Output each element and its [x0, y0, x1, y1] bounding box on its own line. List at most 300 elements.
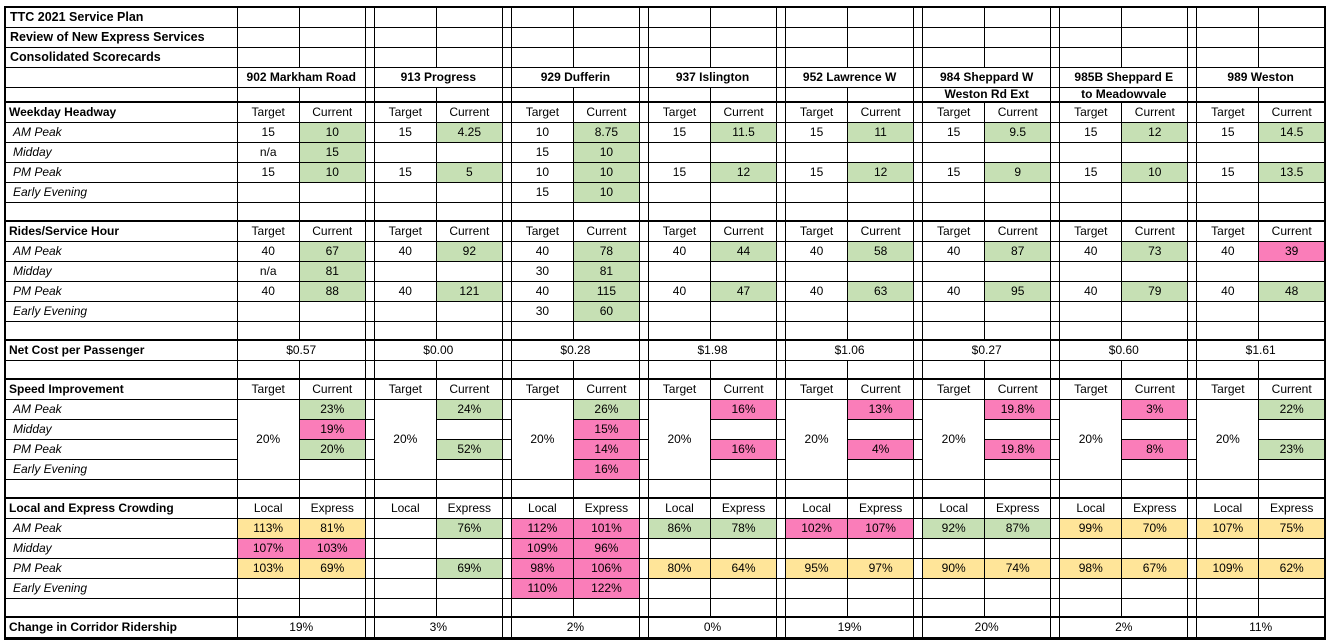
target-cell[interactable]	[1060, 302, 1122, 322]
current-cell[interactable]: 97%	[848, 559, 914, 579]
target-cell[interactable]	[374, 559, 436, 579]
target-cell[interactable]: 10	[511, 123, 573, 143]
target-cell[interactable]: 92%	[923, 519, 985, 539]
current-cell[interactable]	[711, 539, 777, 559]
target-cell[interactable]: 40	[1060, 282, 1122, 302]
pair-header[interactable]: Local	[923, 498, 985, 519]
pair-header[interactable]: Express	[1259, 498, 1325, 519]
current-cell[interactable]: 92	[436, 242, 502, 262]
pair-header[interactable]: Current	[1122, 221, 1188, 242]
pair-header[interactable]: Target	[786, 221, 848, 242]
sheet-title-line[interactable]: Review of New Express Services	[5, 28, 237, 48]
pair-header[interactable]: Target	[237, 221, 299, 242]
value-cell[interactable]: 0%	[648, 617, 776, 639]
target-cell[interactable]: 15	[1060, 123, 1122, 143]
value-cell[interactable]: $0.60	[1060, 340, 1188, 361]
target-cell[interactable]	[648, 579, 710, 599]
pair-header[interactable]: Current	[711, 221, 777, 242]
target-cell[interactable]: 102%	[786, 519, 848, 539]
current-cell[interactable]: 96%	[573, 539, 639, 559]
pair-header[interactable]: Current	[711, 102, 777, 123]
target-cell[interactable]	[1197, 183, 1259, 203]
current-cell[interactable]	[985, 183, 1051, 203]
value-cell[interactable]: $1.61	[1197, 340, 1325, 361]
current-cell[interactable]	[1259, 183, 1325, 203]
target-cell[interactable]	[237, 183, 299, 203]
pair-header[interactable]: Current	[848, 379, 914, 400]
value-cell[interactable]: $0.28	[511, 340, 639, 361]
target-cell[interactable]	[374, 302, 436, 322]
target-cell[interactable]	[374, 539, 436, 559]
current-cell[interactable]: 10	[573, 143, 639, 163]
pair-header[interactable]: Current	[1122, 379, 1188, 400]
pair-header[interactable]: Target	[648, 221, 710, 242]
current-cell[interactable]	[436, 460, 502, 480]
value-cell[interactable]: 2%	[511, 617, 639, 639]
target-cell[interactable]: 15	[786, 163, 848, 183]
current-cell[interactable]: 101%	[573, 519, 639, 539]
target-cell[interactable]	[648, 539, 710, 559]
target-cell[interactable]: 40	[648, 242, 710, 262]
target-cell[interactable]	[1060, 143, 1122, 163]
current-cell[interactable]	[985, 539, 1051, 559]
row-label[interactable]: AM Peak	[5, 400, 237, 420]
current-cell[interactable]	[985, 460, 1051, 480]
section-label[interactable]: Net Cost per Passenger	[5, 340, 237, 361]
value-cell[interactable]: $1.98	[648, 340, 776, 361]
target-cell[interactable]: 40	[786, 282, 848, 302]
current-cell[interactable]	[848, 302, 914, 322]
target-cell[interactable]: 99%	[1060, 519, 1122, 539]
value-cell[interactable]: 3%	[374, 617, 502, 639]
current-cell[interactable]	[436, 262, 502, 282]
row-label[interactable]: PM Peak	[5, 440, 237, 460]
current-cell[interactable]	[848, 539, 914, 559]
pair-header[interactable]: Current	[573, 221, 639, 242]
pair-header[interactable]: Target	[374, 102, 436, 123]
target-cell[interactable]	[923, 183, 985, 203]
current-cell[interactable]: 58	[848, 242, 914, 262]
value-cell[interactable]: 19%	[237, 617, 365, 639]
current-cell[interactable]: 4%	[848, 440, 914, 460]
target-cell[interactable]: 15	[1197, 123, 1259, 143]
target-cell[interactable]: n/a	[237, 262, 299, 282]
pair-header[interactable]: Target	[1060, 379, 1122, 400]
row-label[interactable]: Early Evening	[5, 302, 237, 322]
target-cell[interactable]: 15	[648, 123, 710, 143]
pair-header[interactable]: Express	[436, 498, 502, 519]
section-label[interactable]: Change in Corridor Ridership	[5, 617, 237, 639]
route-subtitle[interactable]: to Meadowvale	[1060, 88, 1188, 103]
current-cell[interactable]: 122%	[573, 579, 639, 599]
value-cell[interactable]: 19%	[786, 617, 914, 639]
route-header[interactable]: 929 Dufferin	[511, 68, 639, 88]
target-cell[interactable]: 20%	[1197, 400, 1259, 480]
current-cell[interactable]: 24%	[436, 400, 502, 420]
current-cell[interactable]	[1122, 460, 1188, 480]
current-cell[interactable]: 106%	[573, 559, 639, 579]
current-cell[interactable]	[848, 420, 914, 440]
current-cell[interactable]: 88	[299, 282, 365, 302]
current-cell[interactable]: 87	[985, 242, 1051, 262]
pair-header[interactable]: Current	[985, 221, 1051, 242]
value-cell[interactable]: 20%	[923, 617, 1051, 639]
route-subtitle[interactable]: Weston Rd Ext	[923, 88, 1051, 103]
current-cell[interactable]: 107%	[848, 519, 914, 539]
pair-header[interactable]: Express	[985, 498, 1051, 519]
target-cell[interactable]: 15	[786, 123, 848, 143]
value-cell[interactable]: 2%	[1060, 617, 1188, 639]
current-cell[interactable]: 19.8%	[985, 440, 1051, 460]
row-label[interactable]: Midday	[5, 143, 237, 163]
pair-header[interactable]: Target	[1197, 102, 1259, 123]
current-cell[interactable]: 20%	[299, 440, 365, 460]
pair-header[interactable]: Local	[1060, 498, 1122, 519]
current-cell[interactable]	[1259, 420, 1325, 440]
pair-header[interactable]: Current	[573, 102, 639, 123]
current-cell[interactable]	[1122, 262, 1188, 282]
target-cell[interactable]: 90%	[923, 559, 985, 579]
target-cell[interactable]: 40	[511, 242, 573, 262]
route-header[interactable]: 937 Islington	[648, 68, 776, 88]
current-cell[interactable]	[711, 579, 777, 599]
sheet-title-line[interactable]: TTC 2021 Service Plan	[5, 7, 237, 28]
current-cell[interactable]: 78	[573, 242, 639, 262]
pair-header[interactable]: Local	[1197, 498, 1259, 519]
current-cell[interactable]: 79	[1122, 282, 1188, 302]
current-cell[interactable]: 75%	[1259, 519, 1325, 539]
target-cell[interactable]: 40	[237, 282, 299, 302]
current-cell[interactable]: 5	[436, 163, 502, 183]
row-label[interactable]: AM Peak	[5, 123, 237, 143]
target-cell[interactable]: 40	[374, 242, 436, 262]
pair-header[interactable]: Target	[1197, 379, 1259, 400]
target-cell[interactable]	[786, 302, 848, 322]
current-cell[interactable]	[436, 183, 502, 203]
current-cell[interactable]: 16%	[711, 400, 777, 420]
current-cell[interactable]: 11.5	[711, 123, 777, 143]
row-label[interactable]: Midday	[5, 539, 237, 559]
section-label[interactable]: Rides/Service Hour	[5, 221, 237, 242]
pair-header[interactable]: Local	[237, 498, 299, 519]
target-cell[interactable]: 15	[1197, 163, 1259, 183]
current-cell[interactable]	[1122, 143, 1188, 163]
target-cell[interactable]: 112%	[511, 519, 573, 539]
current-cell[interactable]	[299, 579, 365, 599]
target-cell[interactable]	[237, 579, 299, 599]
target-cell[interactable]: 110%	[511, 579, 573, 599]
target-cell[interactable]	[1197, 262, 1259, 282]
target-cell[interactable]	[923, 539, 985, 559]
current-cell[interactable]: 14%	[573, 440, 639, 460]
current-cell[interactable]: 10	[1122, 163, 1188, 183]
current-cell[interactable]	[711, 262, 777, 282]
target-cell[interactable]	[923, 262, 985, 282]
pair-header[interactable]: Target	[923, 102, 985, 123]
current-cell[interactable]: 73	[1122, 242, 1188, 262]
row-label[interactable]: Early Evening	[5, 183, 237, 203]
current-cell[interactable]: 10	[299, 123, 365, 143]
pair-header[interactable]: Current	[1259, 379, 1325, 400]
current-cell[interactable]: 69%	[299, 559, 365, 579]
pair-header[interactable]: Express	[299, 498, 365, 519]
current-cell[interactable]: 12	[711, 163, 777, 183]
current-cell[interactable]	[1259, 539, 1325, 559]
current-cell[interactable]: 8%	[1122, 440, 1188, 460]
pair-header[interactable]: Target	[1060, 221, 1122, 242]
current-cell[interactable]: 76%	[436, 519, 502, 539]
current-cell[interactable]: 81	[299, 262, 365, 282]
current-cell[interactable]	[711, 420, 777, 440]
current-cell[interactable]: 103%	[299, 539, 365, 559]
pair-header[interactable]: Target	[786, 102, 848, 123]
current-cell[interactable]	[1259, 460, 1325, 480]
current-cell[interactable]: 16%	[573, 460, 639, 480]
target-cell[interactable]	[1197, 579, 1259, 599]
pair-header[interactable]: Current	[1259, 221, 1325, 242]
target-cell[interactable]	[923, 302, 985, 322]
current-cell[interactable]	[1259, 262, 1325, 282]
pair-header[interactable]: Local	[786, 498, 848, 519]
current-cell[interactable]: 70%	[1122, 519, 1188, 539]
current-cell[interactable]	[985, 579, 1051, 599]
target-cell[interactable]: 15	[237, 123, 299, 143]
target-cell[interactable]: 15	[374, 163, 436, 183]
target-cell[interactable]: 15	[237, 163, 299, 183]
current-cell[interactable]: 44	[711, 242, 777, 262]
row-label[interactable]: AM Peak	[5, 519, 237, 539]
pair-header[interactable]: Express	[573, 498, 639, 519]
row-label[interactable]: Midday	[5, 262, 237, 282]
current-cell[interactable]	[1122, 420, 1188, 440]
target-cell[interactable]: 40	[648, 282, 710, 302]
target-cell[interactable]: 80%	[648, 559, 710, 579]
pair-header[interactable]: Current	[299, 102, 365, 123]
current-cell[interactable]	[711, 143, 777, 163]
current-cell[interactable]: 12	[848, 163, 914, 183]
target-cell[interactable]: 109%	[1197, 559, 1259, 579]
current-cell[interactable]	[711, 460, 777, 480]
target-cell[interactable]: 113%	[237, 519, 299, 539]
pair-header[interactable]: Express	[848, 498, 914, 519]
pair-header[interactable]: Current	[436, 221, 502, 242]
row-label[interactable]: AM Peak	[5, 242, 237, 262]
pair-header[interactable]: Current	[848, 221, 914, 242]
current-cell[interactable]	[436, 420, 502, 440]
current-cell[interactable]	[1122, 302, 1188, 322]
target-cell[interactable]	[786, 262, 848, 282]
current-cell[interactable]: 39	[1259, 242, 1325, 262]
target-cell[interactable]: 15	[511, 143, 573, 163]
target-cell[interactable]: 98%	[511, 559, 573, 579]
current-cell[interactable]	[1122, 183, 1188, 203]
current-cell[interactable]: 64%	[711, 559, 777, 579]
current-cell[interactable]	[436, 302, 502, 322]
target-cell[interactable]: 15	[374, 123, 436, 143]
section-label[interactable]: Local and Express Crowding	[5, 498, 237, 519]
target-cell[interactable]	[648, 302, 710, 322]
current-cell[interactable]: 9	[985, 163, 1051, 183]
current-cell[interactable]: 4.25	[436, 123, 502, 143]
target-cell[interactable]: 40	[923, 282, 985, 302]
target-cell[interactable]	[1197, 302, 1259, 322]
current-cell[interactable]	[985, 420, 1051, 440]
target-cell[interactable]: 107%	[237, 539, 299, 559]
current-cell[interactable]: 47	[711, 282, 777, 302]
section-label[interactable]: Weekday Headway	[5, 102, 237, 123]
current-cell[interactable]: 95	[985, 282, 1051, 302]
target-cell[interactable]: 15	[923, 163, 985, 183]
target-cell[interactable]	[1197, 143, 1259, 163]
pair-header[interactable]: Current	[573, 379, 639, 400]
current-cell[interactable]	[1122, 539, 1188, 559]
row-label[interactable]: PM Peak	[5, 559, 237, 579]
current-cell[interactable]: 63	[848, 282, 914, 302]
target-cell[interactable]: 98%	[1060, 559, 1122, 579]
current-cell[interactable]	[1122, 579, 1188, 599]
current-cell[interactable]	[436, 579, 502, 599]
current-cell[interactable]: 26%	[573, 400, 639, 420]
row-label[interactable]: PM Peak	[5, 163, 237, 183]
current-cell[interactable]: 10	[573, 163, 639, 183]
current-cell[interactable]: 12	[1122, 123, 1188, 143]
route-header[interactable]: 985B Sheppard E	[1060, 68, 1188, 88]
target-cell[interactable]	[374, 579, 436, 599]
target-cell[interactable]	[1060, 262, 1122, 282]
pair-header[interactable]: Target	[511, 379, 573, 400]
target-cell[interactable]: 40	[1197, 242, 1259, 262]
pair-header[interactable]: Local	[511, 498, 573, 519]
current-cell[interactable]: 115	[573, 282, 639, 302]
target-cell[interactable]: 20%	[1060, 400, 1122, 480]
pair-header[interactable]: Target	[374, 221, 436, 242]
target-cell[interactable]	[786, 183, 848, 203]
current-cell[interactable]: 87%	[985, 519, 1051, 539]
target-cell[interactable]	[786, 539, 848, 559]
current-cell[interactable]: 11	[848, 123, 914, 143]
pair-header[interactable]: Target	[511, 102, 573, 123]
current-cell[interactable]: 13%	[848, 400, 914, 420]
current-cell[interactable]: 13.5	[1259, 163, 1325, 183]
pair-header[interactable]: Current	[985, 102, 1051, 123]
pair-header[interactable]: Local	[648, 498, 710, 519]
current-cell[interactable]	[299, 183, 365, 203]
pair-header[interactable]: Target	[1197, 221, 1259, 242]
target-cell[interactable]: 103%	[237, 559, 299, 579]
target-cell[interactable]: 20%	[511, 400, 573, 480]
target-cell[interactable]: 20%	[374, 400, 436, 480]
target-cell[interactable]: 10	[511, 163, 573, 183]
current-cell[interactable]: 67%	[1122, 559, 1188, 579]
current-cell[interactable]: 81%	[299, 519, 365, 539]
target-cell[interactable]: 109%	[511, 539, 573, 559]
current-cell[interactable]	[985, 262, 1051, 282]
value-cell[interactable]: 11%	[1197, 617, 1325, 639]
row-label[interactable]: Midday	[5, 420, 237, 440]
target-cell[interactable]	[1060, 539, 1122, 559]
target-cell[interactable]: 20%	[786, 400, 848, 480]
current-cell[interactable]: 62%	[1259, 559, 1325, 579]
pair-header[interactable]: Current	[1122, 102, 1188, 123]
current-cell[interactable]	[1259, 302, 1325, 322]
current-cell[interactable]	[436, 539, 502, 559]
current-cell[interactable]: 8.75	[573, 123, 639, 143]
pair-header[interactable]: Express	[1122, 498, 1188, 519]
pair-header[interactable]: Current	[299, 221, 365, 242]
pair-header[interactable]: Current	[985, 379, 1051, 400]
current-cell[interactable]: 15%	[573, 420, 639, 440]
pair-header[interactable]: Express	[711, 498, 777, 519]
target-cell[interactable]: 15	[648, 163, 710, 183]
target-cell[interactable]	[1060, 579, 1122, 599]
pair-header[interactable]: Target	[786, 379, 848, 400]
current-cell[interactable]: 60	[573, 302, 639, 322]
target-cell[interactable]: 30	[511, 302, 573, 322]
current-cell[interactable]: 78%	[711, 519, 777, 539]
route-header[interactable]: 952 Lawrence W	[786, 68, 914, 88]
pair-header[interactable]: Current	[436, 379, 502, 400]
current-cell[interactable]	[1259, 579, 1325, 599]
target-cell[interactable]: 20%	[648, 400, 710, 480]
target-cell[interactable]	[374, 262, 436, 282]
current-cell[interactable]: 48	[1259, 282, 1325, 302]
route-header[interactable]: 902 Markham Road	[237, 68, 365, 88]
target-cell[interactable]	[786, 143, 848, 163]
current-cell[interactable]: 10	[573, 183, 639, 203]
current-cell[interactable]	[299, 302, 365, 322]
pair-header[interactable]: Current	[436, 102, 502, 123]
current-cell[interactable]: 74%	[985, 559, 1051, 579]
target-cell[interactable]: n/a	[237, 143, 299, 163]
current-cell[interactable]: 14.5	[1259, 123, 1325, 143]
target-cell[interactable]: 40	[1060, 242, 1122, 262]
pair-header[interactable]: Target	[923, 379, 985, 400]
target-cell[interactable]: 40	[786, 242, 848, 262]
pair-header[interactable]: Target	[237, 379, 299, 400]
target-cell[interactable]: 40	[1197, 282, 1259, 302]
current-cell[interactable]	[848, 183, 914, 203]
target-cell[interactable]	[374, 143, 436, 163]
target-cell[interactable]: 95%	[786, 559, 848, 579]
target-cell[interactable]	[648, 183, 710, 203]
current-cell[interactable]: 19%	[299, 420, 365, 440]
current-cell[interactable]: 121	[436, 282, 502, 302]
pair-header[interactable]: Target	[1060, 102, 1122, 123]
pair-header[interactable]: Current	[848, 102, 914, 123]
target-cell[interactable]: 15	[923, 123, 985, 143]
current-cell[interactable]: 10	[299, 163, 365, 183]
current-cell[interactable]: 81	[573, 262, 639, 282]
current-cell[interactable]	[848, 143, 914, 163]
target-cell[interactable]	[923, 143, 985, 163]
pair-header[interactable]: Target	[648, 102, 710, 123]
pair-header[interactable]: Current	[1259, 102, 1325, 123]
current-cell[interactable]: 67	[299, 242, 365, 262]
section-label[interactable]: Speed Improvement	[5, 379, 237, 400]
target-cell[interactable]	[648, 262, 710, 282]
route-header[interactable]: 989 Weston	[1197, 68, 1325, 88]
target-cell[interactable]: 40	[923, 242, 985, 262]
target-cell[interactable]: 15	[511, 183, 573, 203]
current-cell[interactable]	[985, 302, 1051, 322]
target-cell[interactable]: 40	[237, 242, 299, 262]
current-cell[interactable]: 52%	[436, 440, 502, 460]
current-cell[interactable]: 23%	[299, 400, 365, 420]
target-cell[interactable]	[374, 183, 436, 203]
target-cell[interactable]	[237, 302, 299, 322]
row-label[interactable]: Early Evening	[5, 460, 237, 480]
current-cell[interactable]: 15	[299, 143, 365, 163]
